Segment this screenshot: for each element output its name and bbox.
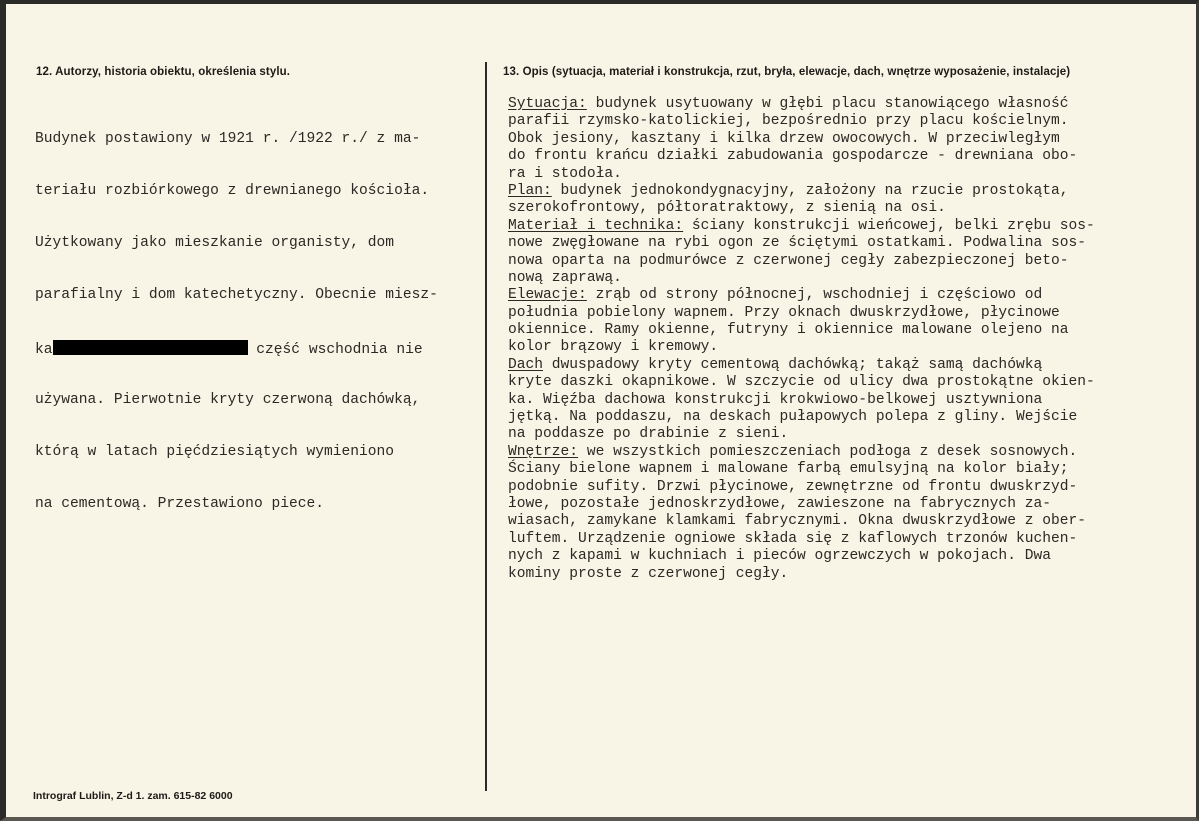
text-fragment: ka. Więźba dachowa konstrukcji krokwiowo-belkowej usztywniona xyxy=(508,391,1043,408)
text-line xyxy=(508,496,1095,513)
text-fragment: budynek jednokondygnacyjny, założony na rzucie prostokąta, xyxy=(551,182,1069,199)
text-line xyxy=(508,200,1095,217)
text-line xyxy=(508,357,1095,374)
text-fragment: ka xyxy=(35,341,53,358)
section-label: Plan: xyxy=(508,182,552,199)
text-line xyxy=(508,322,1095,339)
text-line: na cementową. Przestawiono piece. xyxy=(35,496,325,513)
text-line xyxy=(508,96,1095,113)
text-line xyxy=(508,374,1095,391)
text-line xyxy=(508,566,1095,583)
text-fragment: budynek usytuowany w głębi placu stanowiącego własność xyxy=(586,96,1069,112)
text-fragment: kominy proste z czerwonej cegły. xyxy=(508,565,789,582)
text-line xyxy=(508,218,1095,235)
text-fragment: nową zaprawą. xyxy=(508,269,622,286)
text-fragment: część wschodnia nie xyxy=(256,341,423,358)
text-fragment: południa pobielony wapnem. Przy oknach dwuskrzydłowe, płycinowe xyxy=(508,304,1060,321)
text-line xyxy=(508,479,1095,496)
section-label: Sytuacja: xyxy=(508,96,587,112)
column-divider xyxy=(485,62,487,791)
text-fragment: ra i stodoła. xyxy=(508,165,622,182)
text-line xyxy=(508,461,1095,478)
text-fragment: okiennice. Ramy okienne, futryny i okiennice malowane olejeno na xyxy=(508,322,1069,339)
text-fragment: nowa oparta na podmurówce z czerwonej cegły zabezpieczonej beto- xyxy=(508,252,1069,269)
text-fragment: kryte daszki okapnikowe. W szczycie od ulicy dwa prostokątne okien- xyxy=(508,374,1095,391)
text-line: Użytkowany jako mieszkanie organisty, dom xyxy=(35,235,395,252)
text-line xyxy=(508,166,1095,183)
section-13-text xyxy=(508,96,1095,583)
section-label: Elewacje: xyxy=(508,287,587,304)
text-fragment: podobnie sufity. Drzwi płycinowe, zewnętrzne od frontu dwuskrzyd- xyxy=(508,478,1078,495)
text-fragment: nowe zwęgłowane na rybi ogon ze ściętymi ostatkami. Podwalina sos- xyxy=(508,235,1087,252)
redaction-bar xyxy=(53,340,248,355)
text-fragment: wiasach, zamykane klamkami fabrycznymi. Okna dwuskrzydłowe z ober- xyxy=(508,513,1087,530)
text-line xyxy=(508,513,1095,530)
text-line xyxy=(508,548,1095,565)
text-line xyxy=(508,305,1095,322)
text-line xyxy=(508,148,1095,165)
text-fragment: nych z kapami w kuchniach i pieców ogrzewczych w pokojach. Dwa xyxy=(508,548,1051,565)
printer-imprint: Intrograf Lublin, Z-d 1. zam. 615-82 6000 xyxy=(33,790,233,802)
text-fragment: we wszystkich pomieszczeniach podłoga z desek sosnowych. xyxy=(578,443,1078,460)
text-line xyxy=(508,392,1095,409)
text-line xyxy=(508,113,1095,130)
text-line: Budynek postawiony w 1921 r. /1922 r./ z ma- xyxy=(35,130,421,147)
text-fragment: do frontu krańcu działki zabudowania gospodarcze - drewniana obo- xyxy=(508,148,1078,165)
text-line: parafialny i dom katechetyczny. Obecnie miesz- xyxy=(35,287,438,304)
text-line xyxy=(508,339,1095,356)
text-line xyxy=(508,270,1095,287)
text-line xyxy=(508,235,1095,252)
text-line: używana. Pierwotnie kryty czerwoną dachówką, xyxy=(35,391,421,408)
text-fragment: Ściany bielone wapnem i malowane farbą emulsyjną na kolor biały; xyxy=(508,461,1069,478)
section-12-heading: 12. Autorzy, historia obiektu, określenia stylu. xyxy=(36,66,291,78)
text-fragment: luftem. Urządzenie ogniowe składa się z kaflowych trzonów kuchen- xyxy=(508,530,1078,547)
text-fragment: parafii rzymsko-katolickiej, bezpośrednio przy placu kościelnym. xyxy=(508,113,1069,130)
section-12-text xyxy=(35,96,438,531)
section-13-heading: 13. Opis (sytuacja, materiał i konstrukcja, rzut, bryła, elewacje, dach, wnętrze wyposażenie, instalacje) xyxy=(503,66,1071,78)
section-label: Materiał i technika: xyxy=(508,217,684,234)
text-line-redacted xyxy=(35,340,438,357)
text-fragment: ściany konstrukcji wieńcowej, belki zrębu sos- xyxy=(683,217,1095,234)
text-fragment: jętką. Na poddaszu, na deskach pułapowych polepa z gliny. Wejście xyxy=(508,409,1078,426)
text-fragment: szerokofrontowy, półtoratraktowy, z sienią na osi. xyxy=(508,200,946,217)
text-fragment: Obok jesiony, kasztany i kilka drzew owocowych. W przeciwległym xyxy=(508,130,1060,147)
text-line xyxy=(508,409,1095,426)
text-line xyxy=(508,253,1095,270)
text-line xyxy=(508,444,1095,461)
text-fragment: dwuspadowy kryty cementową dachówką; takąż samą dachówką xyxy=(543,356,1043,373)
text-line: którą w latach pięćdziesiątych wymieniono xyxy=(35,444,395,461)
text-line xyxy=(508,531,1095,548)
text-line xyxy=(508,131,1095,148)
text-line xyxy=(508,287,1095,304)
text-fragment: na poddasze po drabinie z sieni. xyxy=(508,426,789,443)
section-label: Dach xyxy=(508,356,544,373)
text-line: teriału rozbiórkowego z drewnianego kościoła. xyxy=(35,183,430,200)
text-line xyxy=(508,426,1095,443)
text-fragment: zrąb od strony północnej, wschodniej i częściowo od xyxy=(586,287,1043,304)
section-label: Wnętrze: xyxy=(508,443,579,460)
text-fragment: łowe, pozostałe jednoskrzydłowe, zawieszone na fabrycznych za- xyxy=(508,495,1051,512)
text-fragment: kolor brązowy i kremowy. xyxy=(508,339,719,356)
text-line xyxy=(508,183,1095,200)
